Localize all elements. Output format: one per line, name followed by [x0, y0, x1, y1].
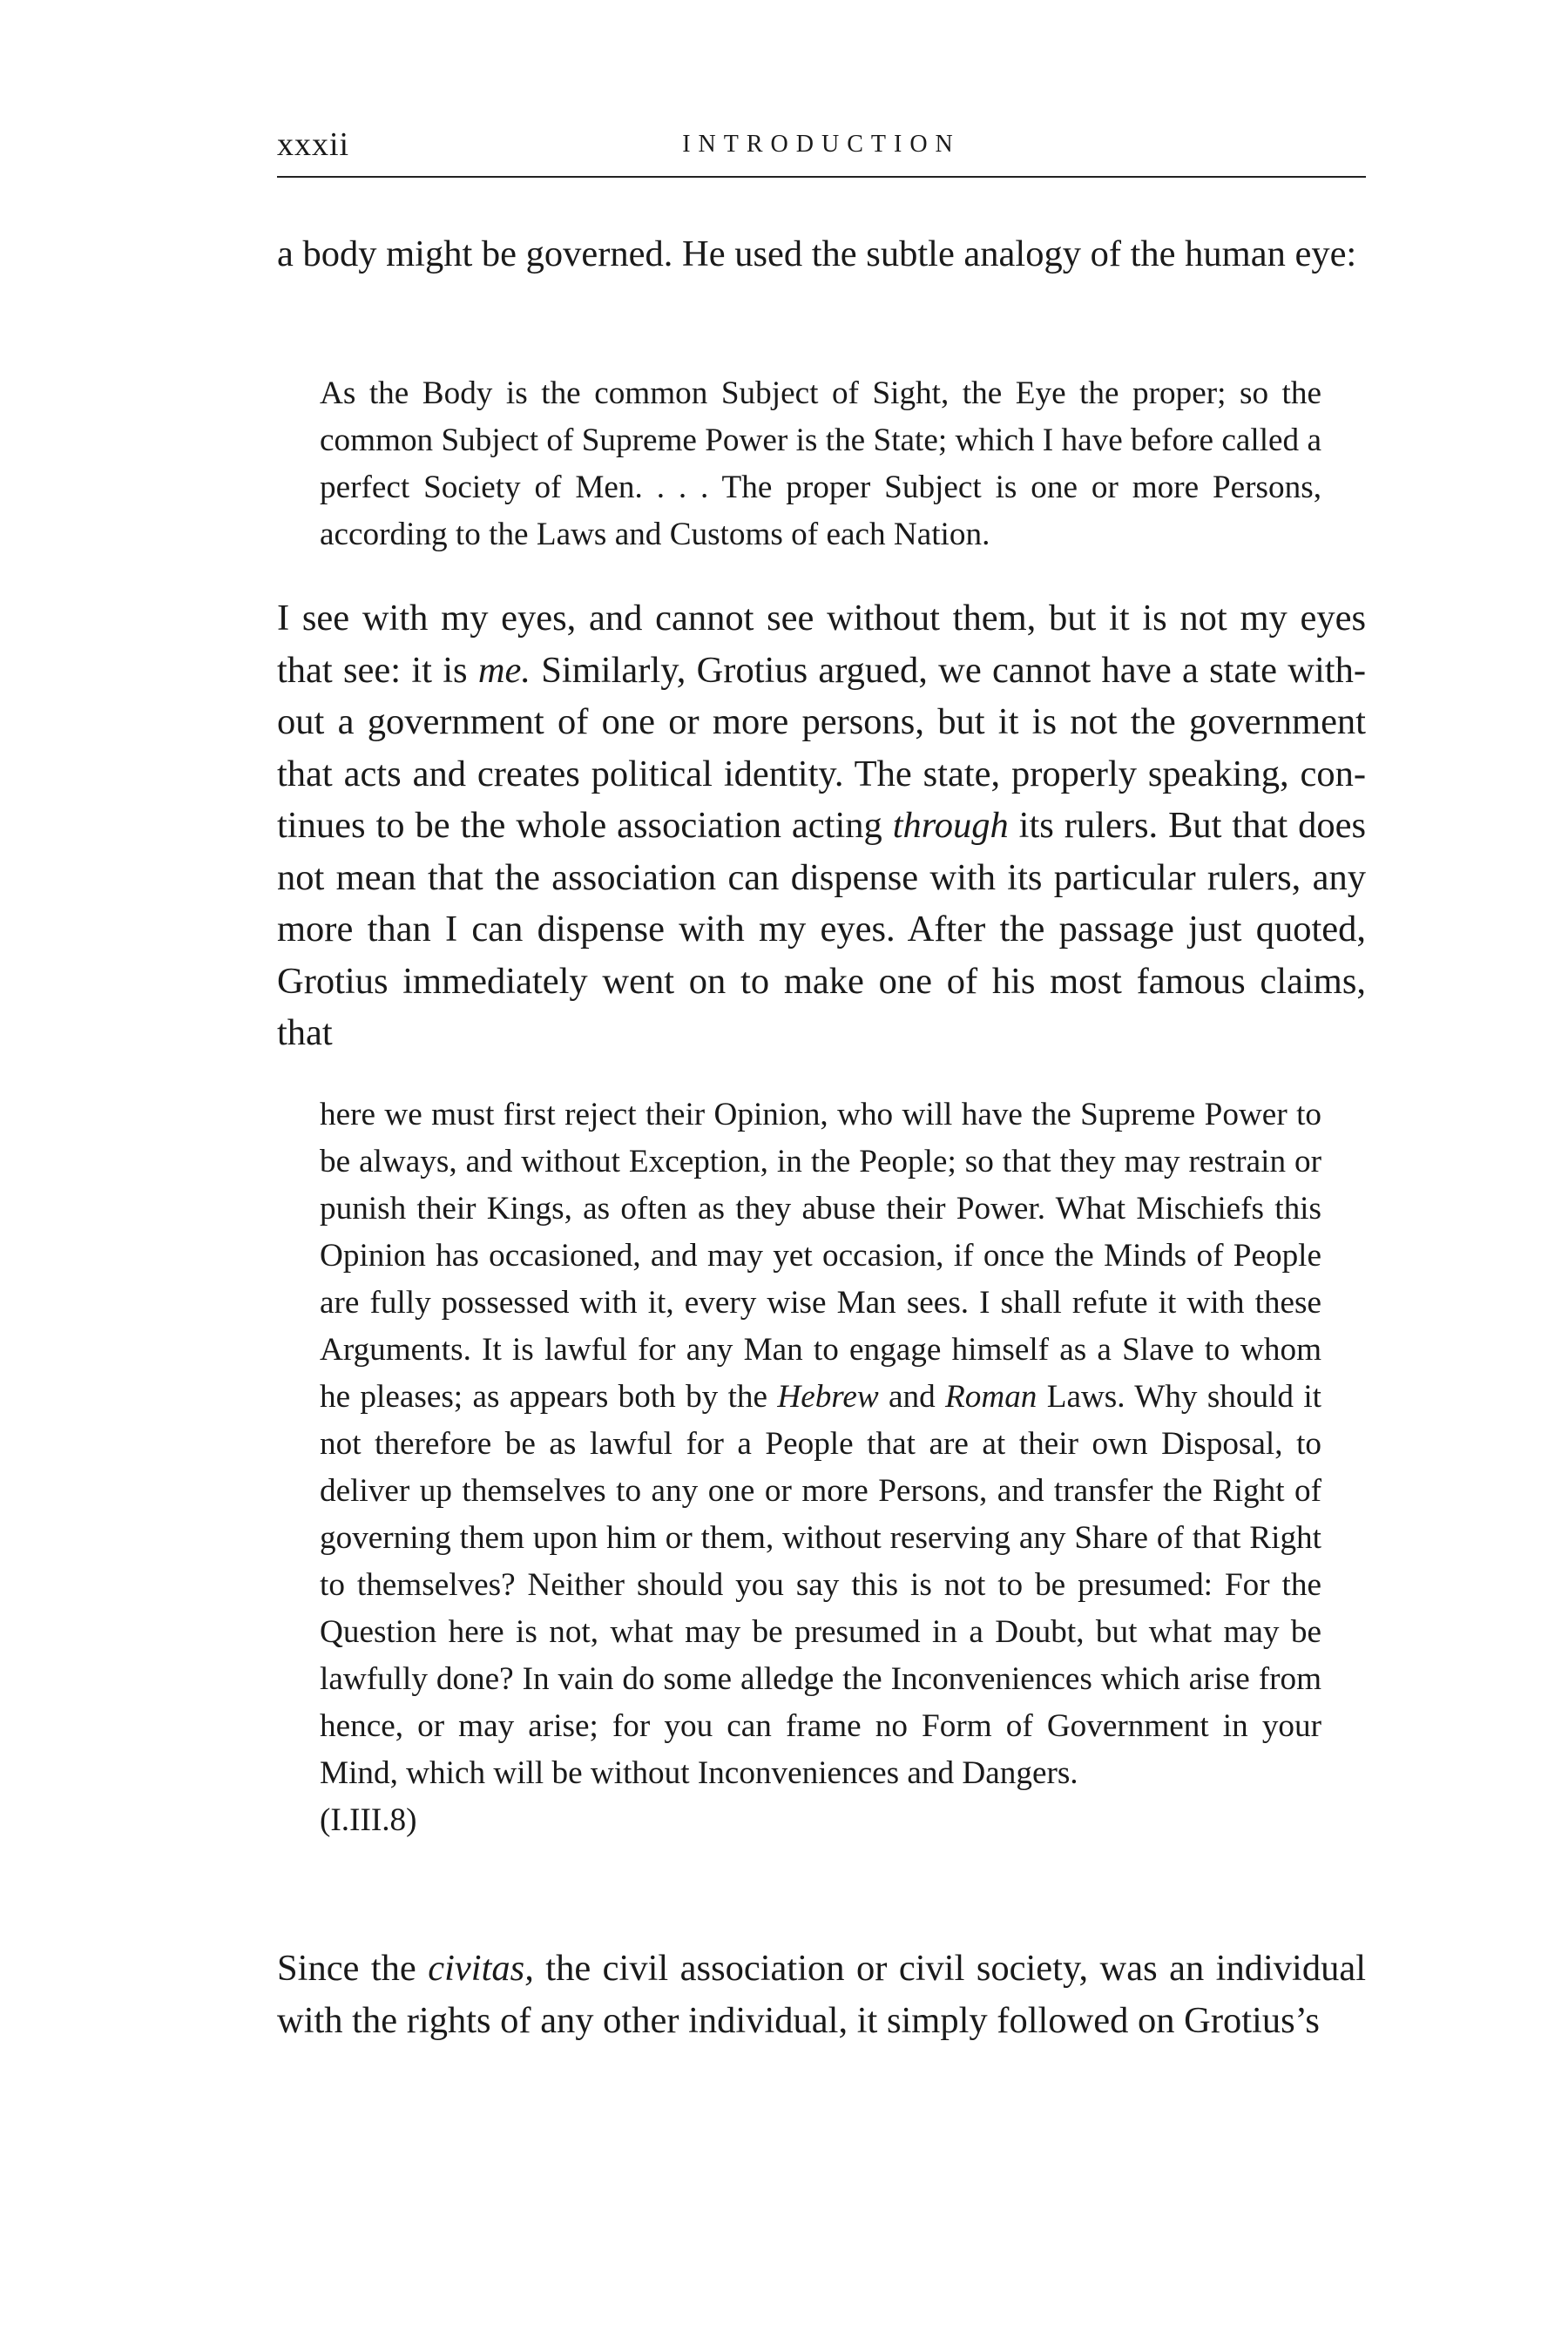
- body-paragraph-1: [277, 228, 1366, 280]
- paragraph-text: the civil association or civil society, was an individual with the rights of any other individual, it simply followed on Grotius’s: [277, 1948, 1367, 2041]
- emphasis-through: through: [892, 805, 1009, 846]
- quote-text: and: [878, 1379, 946, 1415]
- emphasis-roman: Roman: [945, 1379, 1037, 1415]
- quote-text: Laws. Why should it not therefore be as lawful for a People that are at their own Disposal, to deliver up themselves to any one or more Persons, and transfer the Right of governing them upon him or them, without reserving any Share of that Right to themselves? Neither should you say this is not to be presumed: For the Question here is not, what may be presumed in a Doubt, but what may be lawfully done? In vain do some alledge the Inconveniences which arise from hence, or may arise; for you can frame no Form of Government in your Mind, which will be without Inconveniences and Dangers.: [320, 1379, 1321, 1791]
- block-quote-1: [320, 370, 1321, 558]
- block-quote-2: [320, 1092, 1321, 1844]
- running-head: [277, 122, 1366, 178]
- body-paragraph-2: [277, 592, 1366, 1059]
- quote-citation: (I.III.8): [320, 1802, 417, 1838]
- paragraph-text: a body might be governed. He used the subtle analogy of the human eye:: [277, 233, 1357, 274]
- paragraph-text: its rulers. But that does not mean that the association can dispense with its particular rulers, any more than I can dispense with my eyes. After the passage just quoted, Grotius immediately went on to make one of his most famous claims, that: [277, 805, 1366, 1053]
- body-paragraph-3: [277, 1943, 1366, 2046]
- quote-text: As the Body is the common Subject of Sight, the Eye the proper; so the common Subject of Supreme Power is the State; which I have before called a perfect Society of Men. . . . The proper Subject is one or more Persons, according to the Laws and Customs of each Nation.: [320, 375, 1321, 552]
- emphasis-me: me.: [477, 649, 531, 691]
- quote-text: here we must first reject their Opinion, who will have the Supreme Power to be always, and without Exception, in the People; so that they may restrain or punish their Kings, as often as they abuse their Power. What Mischiefs this Opinion has occasioned, and may yet occasion, if once the Minds of People are fully possessed with it, every wise Man sees. I shall refute it with these Arguments. It is lawful for any Man to engage himself as a Slave to whom he pleases; as appears both by the: [320, 1097, 1321, 1415]
- paragraph-text: Since the: [277, 1948, 429, 1989]
- emphasis-civitas: civitas,: [428, 1948, 534, 1989]
- page-number: xxxii: [277, 126, 350, 163]
- paragraph-text: Similarly, Grotius argued, we cannot have a state without a government of one or more persons, but it is not the government that acts and creates political identity. The state, properly speaking, continues to be the whole association acting: [277, 649, 1366, 846]
- emphasis-hebrew: Hebrew: [777, 1379, 879, 1415]
- paragraph-text: I see with my eyes, and cannot see without them, but it is not my eyes that see: it is: [277, 598, 1366, 691]
- running-title: INTRODUCTION: [682, 131, 961, 158]
